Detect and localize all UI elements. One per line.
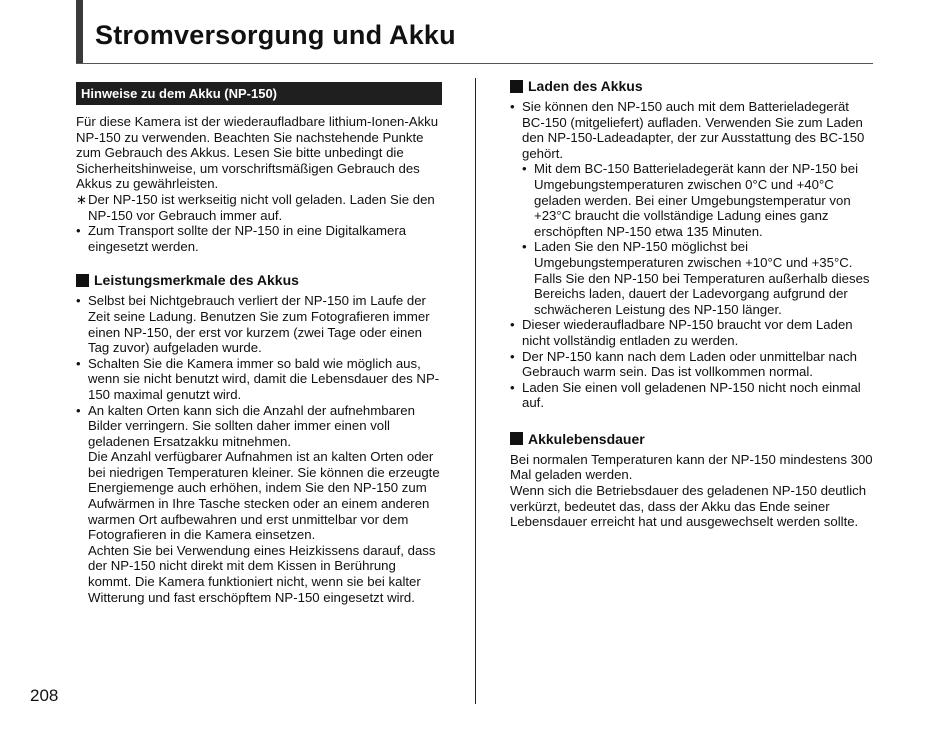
bullet-marker: • [76, 402, 81, 418]
note-text: Zum Transport sollte der NP-150 in eine Digitalkamera eingesetzt werden. [88, 223, 407, 254]
note-item [76, 192, 442, 223]
right-column [510, 78, 875, 530]
list-item-text: An kalten Orten kann sich die Anzahl der aufnehmbaren Bilder verringern. Sie sollten daher immer einen voll geladenen Ersatzakku mitnehmen. [88, 402, 415, 449]
charging-list [510, 99, 875, 161]
section-heading-lifespan [510, 431, 875, 447]
header-rule [76, 63, 873, 64]
bullet-marker: • [76, 355, 81, 371]
list-item [76, 293, 442, 355]
list-item [76, 356, 442, 403]
list-item-text: Sie können den NP-150 auch mit dem Batterieladegerät BC-150 (mitgeliefert) aufladen. Verwenden Sie zum Laden den NP-150-Ladeadapter, der zur Ausstattung des BC-150 gehört. [522, 99, 865, 161]
note-banner: Hinweise zu dem Akku (NP-150) [76, 82, 442, 105]
bullet-marker: • [76, 223, 81, 239]
list-item [510, 317, 875, 348]
bullet-marker: • [522, 239, 527, 255]
list-item [510, 349, 875, 380]
lifespan-paragraph: Wenn sich die Betriebsdauer des geladenen NP-150 deutlich verkürzt, bedeutet das, dass der Akku das Ende seiner Lebensdauer erreicht hat und ausgewechselt werden sollte. [510, 483, 867, 530]
intro-paragraph: Für diese Kamera ist der wiederaufladbare lithium-Ionen-Akku NP-150 zu verwenden. Beachten Sie nachstehende Punkte zum Gebrauch des Akkus. Lesen Sie bitte unbedingt die Sicherheitshinweise, um vorschriftsmäßigen Gebrauch des Akkus zu gewährleisten. [76, 114, 439, 192]
page-title: Stromversorgung und Akku [95, 20, 456, 50]
bullet-marker: • [510, 317, 515, 333]
section-heading-label: Laden des Akkus [528, 78, 643, 94]
charging-sublist [510, 161, 875, 317]
bullet-marker: • [510, 348, 515, 364]
sub-list-item [510, 239, 875, 317]
section-heading-label: Leistungsmerkmale des Akkus [94, 272, 299, 289]
bullet-marker: • [510, 379, 515, 395]
bullet-marker: • [522, 161, 527, 177]
list-item-text: Achten Sie bei Verwendung eines Heizkissens darauf, dass der NP-150 nicht direkt mit dem Kissen in Berührung kommt. Die Kamera funktioniert nicht, wenn sie bei kalter Witterung und fast erschöpftem NP-150 eingesetzt wird. [88, 542, 436, 605]
list-item-text: Selbst bei Nichtgebrauch verliert der NP-150 im Laufe der Zeit seine Ladung. Benutzen Sie zum Fotografieren immer einen NP-150, der erst vor kurzem (zwei Tage oder einen Tag zuvor) aufgeladen wurde. [88, 293, 430, 356]
note-item [76, 223, 442, 254]
square-bullet-icon [510, 432, 523, 445]
list-item [76, 403, 442, 606]
charging-list-continued [510, 317, 875, 411]
left-column [76, 82, 442, 605]
list-item-text: Die Anzahl verfügbarer Aufnahmen ist an kalten Orten oder bei niedrigen Temperaturen kleiner. Sie können die erzeugte Energiemenge auch erhöhen, indem Sie den NP-150 zum Aufwärmen in Ihre Tasche stecken oder an einem anderen warmen Ort aufbewahren und erst unmittelbar vor dem Fotografieren in die Kamera einsetzen. [88, 449, 440, 543]
section-heading-label: Akkulebensdauer [528, 430, 645, 447]
list-item-text: Mit dem BC-150 Batterieladegerät kann der NP-150 bei Umgebungstemperaturen zwischen 0°C und +40°C geladen werden. Bei einer Umgebungstemperatur von +23°C braucht die vollständige Ladung eines ganz erschöpften NP-150 etwa 135 Minuten. [534, 161, 859, 239]
bullet-marker: • [510, 99, 515, 114]
header-accent-bar [76, 0, 83, 63]
notes-list [76, 192, 442, 254]
square-bullet-icon [76, 274, 89, 287]
section-heading-charging [510, 78, 875, 94]
performance-list [76, 293, 442, 605]
note-text: Der NP-150 ist werkseitig nicht voll geladen. Laden Sie den NP-150 vor Gebrauch immer auf. [88, 191, 435, 223]
bullet-marker: • [76, 293, 81, 309]
sub-list-item [510, 161, 875, 239]
list-item [510, 380, 875, 411]
page-number: 208 [30, 686, 59, 705]
column-divider [475, 78, 476, 704]
list-item-text: Laden Sie einen voll geladenen NP-150 nicht noch einmal auf. [522, 379, 861, 411]
list-item-text: Dieser wiederaufladbare NP-150 braucht vor dem Laden nicht vollständig entladen zu werden. [522, 317, 853, 348]
list-item [510, 99, 875, 161]
list-item-text: Schalten Sie die Kamera immer so bald wie möglich aus, wenn sie nicht benutzt wird, damit die Lebensdauer des NP-150 maximal genutzt wird. [88, 355, 440, 402]
square-bullet-icon [510, 80, 523, 93]
list-item-text: Der NP-150 kann nach dem Laden oder unmittelbar nach Gebrauch warm sein. Das ist vollkommen normal. [522, 348, 858, 380]
section-heading-performance [76, 272, 442, 288]
lifespan-paragraph: Bei normalen Temperaturen kann der NP-150 mindestens 300 Mal geladen werden. [510, 451, 873, 483]
asterisk-marker: ∗ [76, 191, 88, 207]
list-item-text: Laden Sie den NP-150 möglichst bei Umgebungstemperaturen zwischen +10°C und +35°C. Falls Sie den NP-150 bei Temperaturen außerhalb dieses Bereichs laden, dauert der Ladevorgang aufgrund der schwächeren Leistung des NP-150 länger. [534, 239, 870, 317]
